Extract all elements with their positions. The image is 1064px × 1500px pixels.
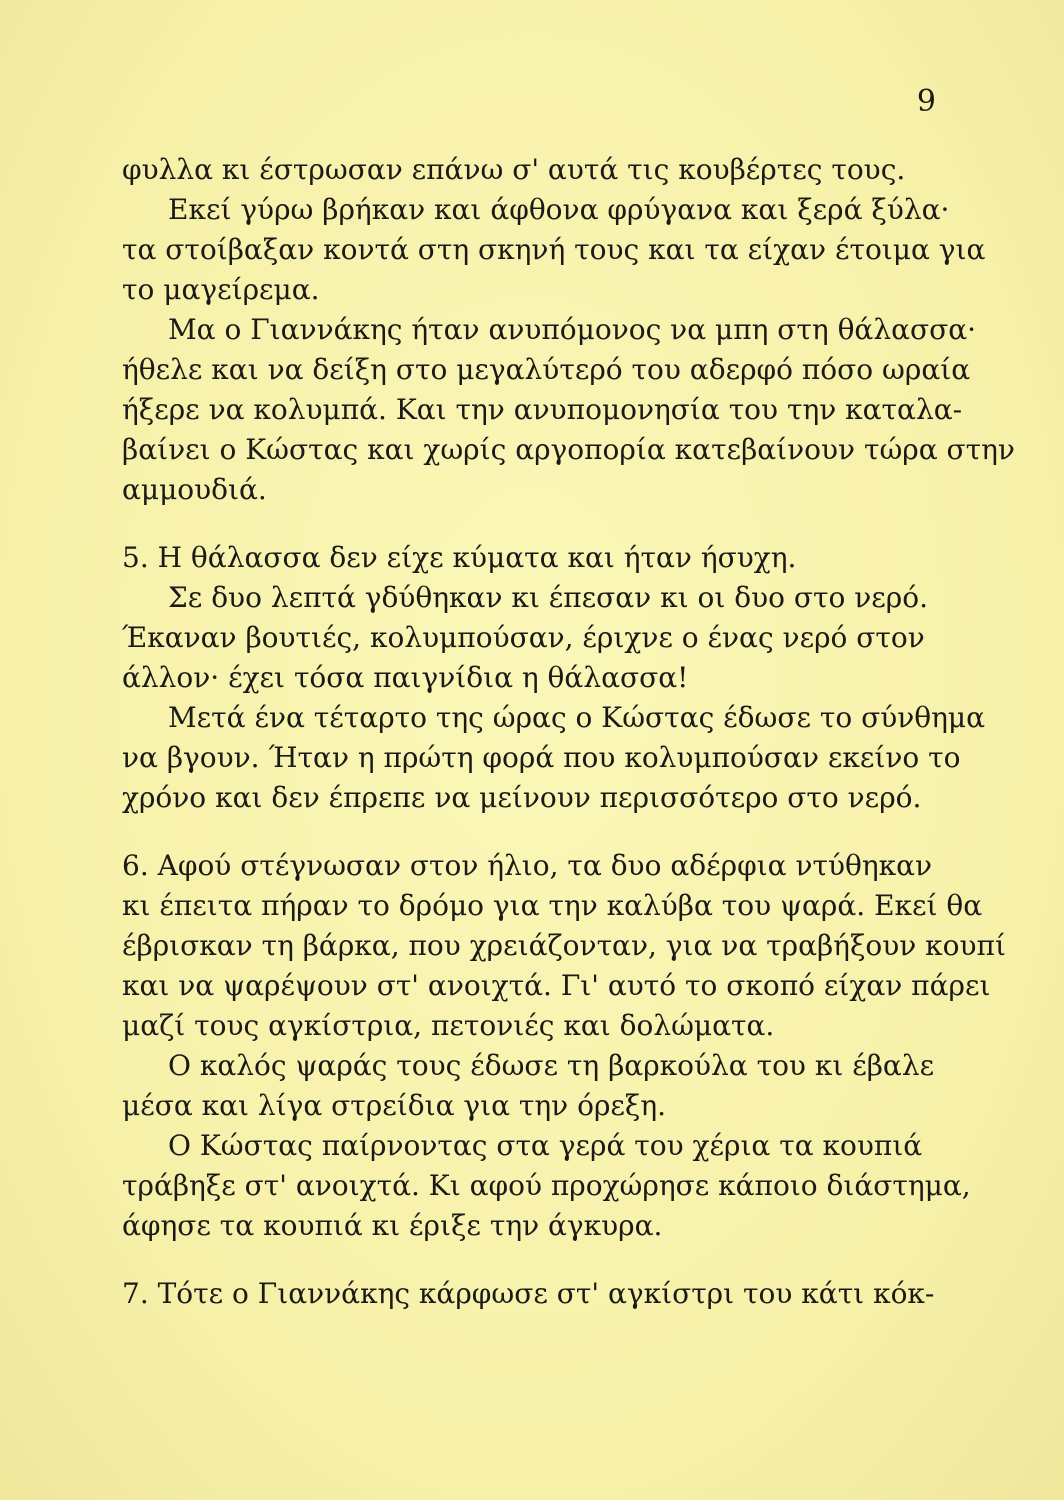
text-line: και να ψαρέψουν στ' ανοιχτά. Γι' αυτό το σκοπό είχαν πάρει — [122, 969, 991, 1002]
text-line: έβρισκαν τη βάρκα, που χρειάζονταν, για να τραβήξουν κουπί — [122, 929, 1006, 962]
text-line: Έκαναν βουτιές, κολυμπούσαν, έριχνε ο ένας νερό στον — [122, 621, 925, 654]
text-line: ήθελε και να δείξη στο μεγαλύτερό του αδερφό πόσο ωραία — [122, 353, 971, 386]
body-text — [122, 150, 1015, 1314]
page-number: 9 — [916, 84, 936, 119]
text-line: χρόνο και δεν έπρεπε να μείνουν περισσότερο στο νερό. — [122, 781, 922, 814]
text-line: φυλλα κι έστρωσαν επάνω σ' αυτά τις κουβέρτες τους. — [122, 153, 906, 186]
text-line: τα στοίβαξαν κοντά στη σκηνή τους και τα είχαν έτοιμα για — [122, 233, 986, 266]
text-line: μέσα και λίγα στρείδια για την όρεξη. — [122, 1089, 667, 1122]
text-line: Σε δυο λεπτά γδύθηκαν κι έπεσαν κι οι δυο στο νερό. — [168, 581, 928, 614]
text-line: Μετά ένα τέταρτο της ώρας ο Κώστας έδωσε το σύνθημα — [168, 701, 986, 734]
text-line: να βγουν. Ήταν η πρώτη φορά που κολυμπούσαν εκείνο το — [122, 741, 961, 774]
text-line: 5. Η θάλασσα δεν είχε κύματα και ήταν ήσυχη. — [122, 541, 797, 574]
text-line: άλλον· έχει τόσα παιγνίδια η θάλασσα! — [122, 661, 689, 694]
text-line: Μα ο Γιαννάκης ήταν ανυπόμονος να μπη στη θάλασσα· — [168, 313, 977, 346]
text-line: 7. Τότε ο Γιαννάκης κάρφωσε στ' αγκίστρι του κάτι κόκ- — [122, 1277, 935, 1310]
text-line: Ο καλός ψαράς τους έδωσε τη βαρκούλα του κι έβαλε — [168, 1049, 935, 1082]
text-line: 6. Αφού στέγνωσαν στον ήλιο, τα δυο αδέρφια ντύθηκαν — [122, 849, 933, 882]
text-line: τράβηξε στ' ανοιχτά. Κι αφού προχώρησε κάποιο διάστημα, — [122, 1169, 971, 1202]
text-line: το μαγείρεμα. — [122, 273, 320, 306]
text-line: άφησε τα κουπιά κι έριξε την άγκυρα. — [122, 1209, 663, 1242]
text-line: ήξερε να κολυμπά. Και την ανυπομονησία του την καταλα- — [122, 393, 963, 426]
text-line: Ο Κώστας παίρνοντας στα γερά του χέρια τα κουπιά — [168, 1129, 923, 1162]
text-line: Εκεί γύρω βρήκαν και άφθονα φρύγανα και ξερά ξύλα· — [168, 193, 950, 226]
text-line: μαζί τους αγκίστρια, πετονιές και δολώματα. — [122, 1009, 775, 1042]
text-line: αμμουδιά. — [122, 473, 267, 506]
text-line: βαίνει ο Κώστας και χωρίς αργοπορία κατεβαίνουν τώρα στην — [122, 433, 1015, 466]
text-line: κι έπειτα πήραν το δρόμο για την καλύβα του ψαρά. Εκεί θα — [122, 889, 983, 922]
